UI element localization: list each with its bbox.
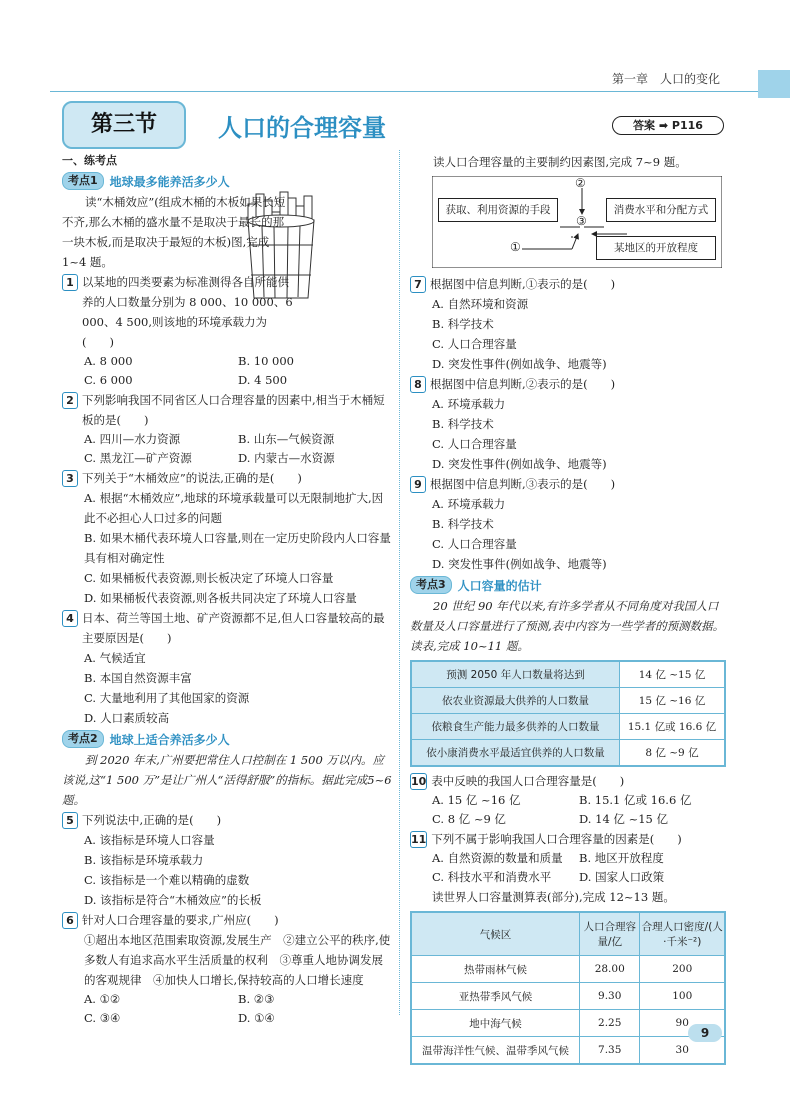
table-cell: 地中海气候: [411, 1010, 580, 1037]
option-a[interactable]: A. ①②: [84, 992, 121, 1006]
option-a[interactable]: A. 该指标是环境人口容量: [84, 833, 215, 847]
option-a[interactable]: A. 气候适宜: [84, 651, 146, 665]
question-9: [410, 474, 726, 494]
question-number: 6: [62, 912, 78, 929]
box-resources: 获取、利用资源的手段: [438, 198, 558, 222]
section-badge: 第三节: [62, 101, 186, 149]
question-6: [62, 910, 392, 930]
table-cell: 依小康消费水平最适宜供养的人口数量: [411, 740, 620, 767]
table-row: [411, 956, 725, 983]
table-cell: 90: [640, 1010, 725, 1037]
table-row: [411, 983, 725, 1010]
table-row: [411, 688, 725, 714]
intro-text: 20 世纪 90 年代以来,有许多学者从不同角度对我国人口数量及人口容量进行了预测,表中内容为一些学者的预测数据。读表,完成 10~11 题。: [410, 599, 725, 653]
question-2: [62, 390, 392, 430]
label-1: ①: [510, 240, 521, 254]
options: [410, 494, 726, 574]
options: [62, 990, 392, 1028]
option-c[interactable]: C. 该指标是一个难以精确的虚数: [84, 873, 250, 887]
left-column: [62, 152, 392, 1028]
table-cell: 预测 2050 年人口数量将达到: [411, 661, 620, 688]
kp-title: 人口容量的估计: [457, 578, 542, 593]
question-number: 3: [62, 470, 78, 487]
page-title: 人口的合理容量: [218, 114, 386, 142]
question-10: [410, 771, 726, 791]
options: [410, 394, 726, 474]
question-text: 日本、荷兰等国土地、矿产资源都不足,但人口容量较高的最主要原因是( ): [82, 611, 385, 645]
column-divider: [399, 150, 400, 1015]
options: [410, 294, 726, 374]
option-a[interactable]: A. 自然环境和资源: [432, 297, 529, 311]
option-a[interactable]: A. 环境承载力: [432, 397, 506, 411]
option-d[interactable]: D. 内蒙古—水资源: [238, 451, 335, 465]
table-row: [411, 1010, 725, 1037]
table-cell: 依农业资源最大供养的人口数量: [411, 688, 620, 714]
table-cell: 200: [640, 956, 725, 983]
box-consumption: 消费水平和分配方式: [606, 198, 716, 222]
table-header: 合理人口密度/(人·千米⁻²): [640, 912, 725, 956]
kp2: [62, 730, 392, 748]
question-8: [410, 374, 726, 394]
option-b[interactable]: B. 10 000: [238, 354, 295, 368]
question-1: [62, 272, 298, 352]
page-number: 9: [688, 1024, 722, 1042]
option-c[interactable]: C. 如果桶板代表资源,则长板决定了环境人口容量: [84, 571, 334, 585]
options: [62, 352, 392, 390]
question-text: 以某地的四类要素为标准测得各自所能供养的人口数量分别为 8 000、10 000、6 000、4 500,则该地的环境承载力为( ): [82, 275, 293, 349]
option-b[interactable]: B. ②③: [238, 992, 275, 1006]
question-number: 11: [411, 833, 427, 846]
answer-reference: 答案 ➡ P116: [612, 116, 724, 135]
table-cell: 热带雨林气候: [411, 956, 580, 983]
option-d[interactable]: D. 突发性事件(例如战争、地震等): [432, 357, 607, 371]
header-rule: [50, 91, 758, 92]
table-cell: 依粮食生产能力最多供养的人口数量: [411, 714, 620, 740]
question-text: 下列不属于影响我国人口合理容量的因素是( ): [431, 832, 682, 846]
option-b[interactable]: B. 地区开放程度: [579, 851, 664, 865]
option-a[interactable]: A. 15 亿 ~16 亿: [432, 793, 521, 807]
question-number: 2: [62, 392, 78, 409]
question-detail: ①超出本地区范围索取资源,发展生产 ②建立公平的秩序,使多数人有追求高水平生活质量的权利 ③尊重人地协调发展的客观规律 ④加快人口增长,保持较高的人口增长速度: [84, 933, 391, 987]
chapter-header: 第一章 人口的变化: [611, 72, 720, 86]
option-d[interactable]: D. 如果桶板代表资源,则各板共同决定了环境人口容量: [84, 591, 357, 605]
kp1: [62, 172, 392, 190]
option-d[interactable]: D. 14 亿 ~15 亿: [579, 812, 668, 826]
option-d[interactable]: D. 人口素质较高: [84, 711, 170, 725]
table-cell: 30: [640, 1037, 725, 1065]
label-2: ②: [575, 176, 586, 190]
intro-text: 到 2020 年末,广州要把常住人口控制在 1 500 万以内。应该说,这“1 500 万”是让广州人“活得舒服”的指标。据此完成5~6 题。: [62, 753, 392, 807]
table-cell: 14 亿 ~15 亿: [620, 661, 726, 688]
table-row: [411, 740, 725, 767]
options: [62, 488, 392, 608]
question-number: 7: [410, 276, 426, 293]
table-cell: 7.35: [580, 1037, 640, 1065]
table-cell: 28.00: [580, 956, 640, 983]
option-c[interactable]: C. 科技水平和消费水平: [432, 870, 552, 884]
question-text: 表中反映的我国人口合理容量是( ): [431, 774, 625, 788]
question-7: [410, 274, 726, 294]
question-11: [410, 829, 726, 849]
options: [62, 830, 392, 910]
options: [410, 791, 726, 829]
question-text: 根据图中信息判断,③表示的是( ): [430, 477, 616, 491]
question-5: [62, 810, 392, 830]
option-c[interactable]: C. ③④: [84, 1011, 121, 1025]
right-column: [410, 152, 726, 1069]
header-tab: [758, 70, 790, 98]
question-number: 8: [410, 376, 426, 393]
box-openness: 某地区的开放程度: [596, 236, 716, 260]
option-d[interactable]: D. 国家人口政策: [579, 870, 665, 884]
option-a[interactable]: A. 环境承载力: [432, 497, 506, 511]
question-number: 9: [410, 476, 426, 493]
table-cell: 15.1 亿或 16.6 亿: [620, 714, 726, 740]
table-cell: 8 亿 ~9 亿: [620, 740, 726, 767]
question-text: 针对人口合理容量的要求,广州应( ): [82, 913, 279, 927]
kp-title: 地球最多能养活多少人: [109, 174, 230, 189]
table-cell: 2.25: [580, 1010, 640, 1037]
option-a[interactable]: A. 根据“木桶效应”,地球的环境承载量可以无限制地扩大,因此不必担心人口过多的问题: [84, 491, 384, 525]
option-c[interactable]: C. 大量地利用了其他国家的资源: [84, 691, 250, 705]
capacity-table: [410, 911, 726, 1065]
label-3: ③: [576, 214, 587, 228]
option-c[interactable]: C. 人口合理容量: [432, 437, 517, 451]
option-d[interactable]: D. 突发性事件(例如战争、地震等): [432, 557, 607, 571]
option-b[interactable]: B. 如果木桶代表环境人口容量,则在一定历史阶段内人口容量具有相对确定性: [84, 531, 391, 565]
options: [410, 849, 726, 887]
option-d[interactable]: D. 4 500: [238, 373, 288, 387]
table-row: [411, 714, 725, 740]
option-a[interactable]: A. 8 000: [84, 354, 133, 368]
options: [62, 430, 392, 468]
option-b[interactable]: B. 山东—气候资源: [238, 432, 335, 446]
option-c[interactable]: C. 人口合理容量: [432, 337, 517, 351]
question-number: 10: [411, 775, 427, 788]
option-a[interactable]: A. 四川—水力资源: [84, 432, 181, 446]
kp-title: 地球上适合养活多少人: [109, 732, 230, 747]
question-text: 下列影响我国不同省区人口合理容量的因素中,相当于木桶短板的是( ): [82, 393, 385, 427]
question-text: 下列关于“木桶效应”的说法,正确的是( ): [82, 471, 302, 485]
question-text: 根据图中信息判断,②表示的是( ): [430, 377, 616, 391]
table-row: [411, 1037, 725, 1065]
option-a[interactable]: A. 自然资源的数量和质量: [432, 851, 563, 865]
table-cell: 100: [640, 983, 725, 1010]
option-c[interactable]: C. 人口合理容量: [432, 537, 517, 551]
table-cell: 温带海洋性气候、温带季风气候: [411, 1037, 580, 1065]
option-b[interactable]: B. 本国自然资源丰富: [84, 671, 192, 685]
question-number: 5: [62, 812, 78, 829]
kp3: [410, 576, 726, 594]
option-b[interactable]: B. 科学技术: [432, 417, 494, 431]
option-b[interactable]: B. 15.1 亿或 16.6 亿: [579, 793, 692, 807]
option-c[interactable]: C. 8 亿 ~9 亿: [432, 812, 506, 826]
table-cell: 9.30: [580, 983, 640, 1010]
question-number: 1: [62, 274, 78, 291]
option-d[interactable]: D. ①④: [238, 1011, 275, 1025]
kp-tag: 考点2: [62, 730, 104, 748]
option-d[interactable]: D. 突发性事件(例如战争、地震等): [432, 457, 607, 471]
question-number: 4: [62, 610, 78, 627]
kp-tag: 考点3: [410, 576, 452, 594]
question-4: [62, 608, 392, 648]
option-c[interactable]: C. 黑龙江—矿产资源: [84, 451, 192, 465]
question-text: 下列说法中,正确的是( ): [82, 813, 222, 827]
table-cell: 亚热带季风气候: [411, 983, 580, 1010]
question-3: [62, 468, 392, 488]
table-row: [411, 661, 725, 688]
intro-text: 读“木桶效应”(组成木桶的木板如果长短不齐,那么木桶的盛水量不是取决于最长的那一块木板,而是取决于最短的木板)图,完成 1~4 题。: [62, 195, 286, 269]
intro-text: 读世界人口容量测算表(部分),完成 12~13 题。: [432, 890, 675, 904]
option-b[interactable]: B. 科学技术: [432, 517, 494, 531]
option-b[interactable]: B. 该指标是环境承载力: [84, 853, 204, 867]
question-text: 根据图中信息判断,①表示的是( ): [430, 277, 616, 291]
options: [62, 648, 392, 728]
table-header: 气候区: [411, 912, 580, 956]
table-cell: 15 亿 ~16 亿: [620, 688, 726, 714]
option-b[interactable]: B. 科学技术: [432, 317, 494, 331]
forecast-table: [410, 660, 726, 767]
constraint-diagram: [432, 176, 722, 268]
section-label: 一、练考点: [62, 154, 117, 167]
kp-tag: 考点1: [62, 172, 104, 190]
option-d[interactable]: D. 该指标是符合“木桶效应”的长板: [84, 893, 262, 907]
intro-text: 读人口合理容量的主要制约因素图,完成 7~9 题。: [433, 155, 687, 169]
table-header: 人口合理容量/亿: [580, 912, 640, 956]
option-c[interactable]: C. 6 000: [84, 373, 133, 387]
